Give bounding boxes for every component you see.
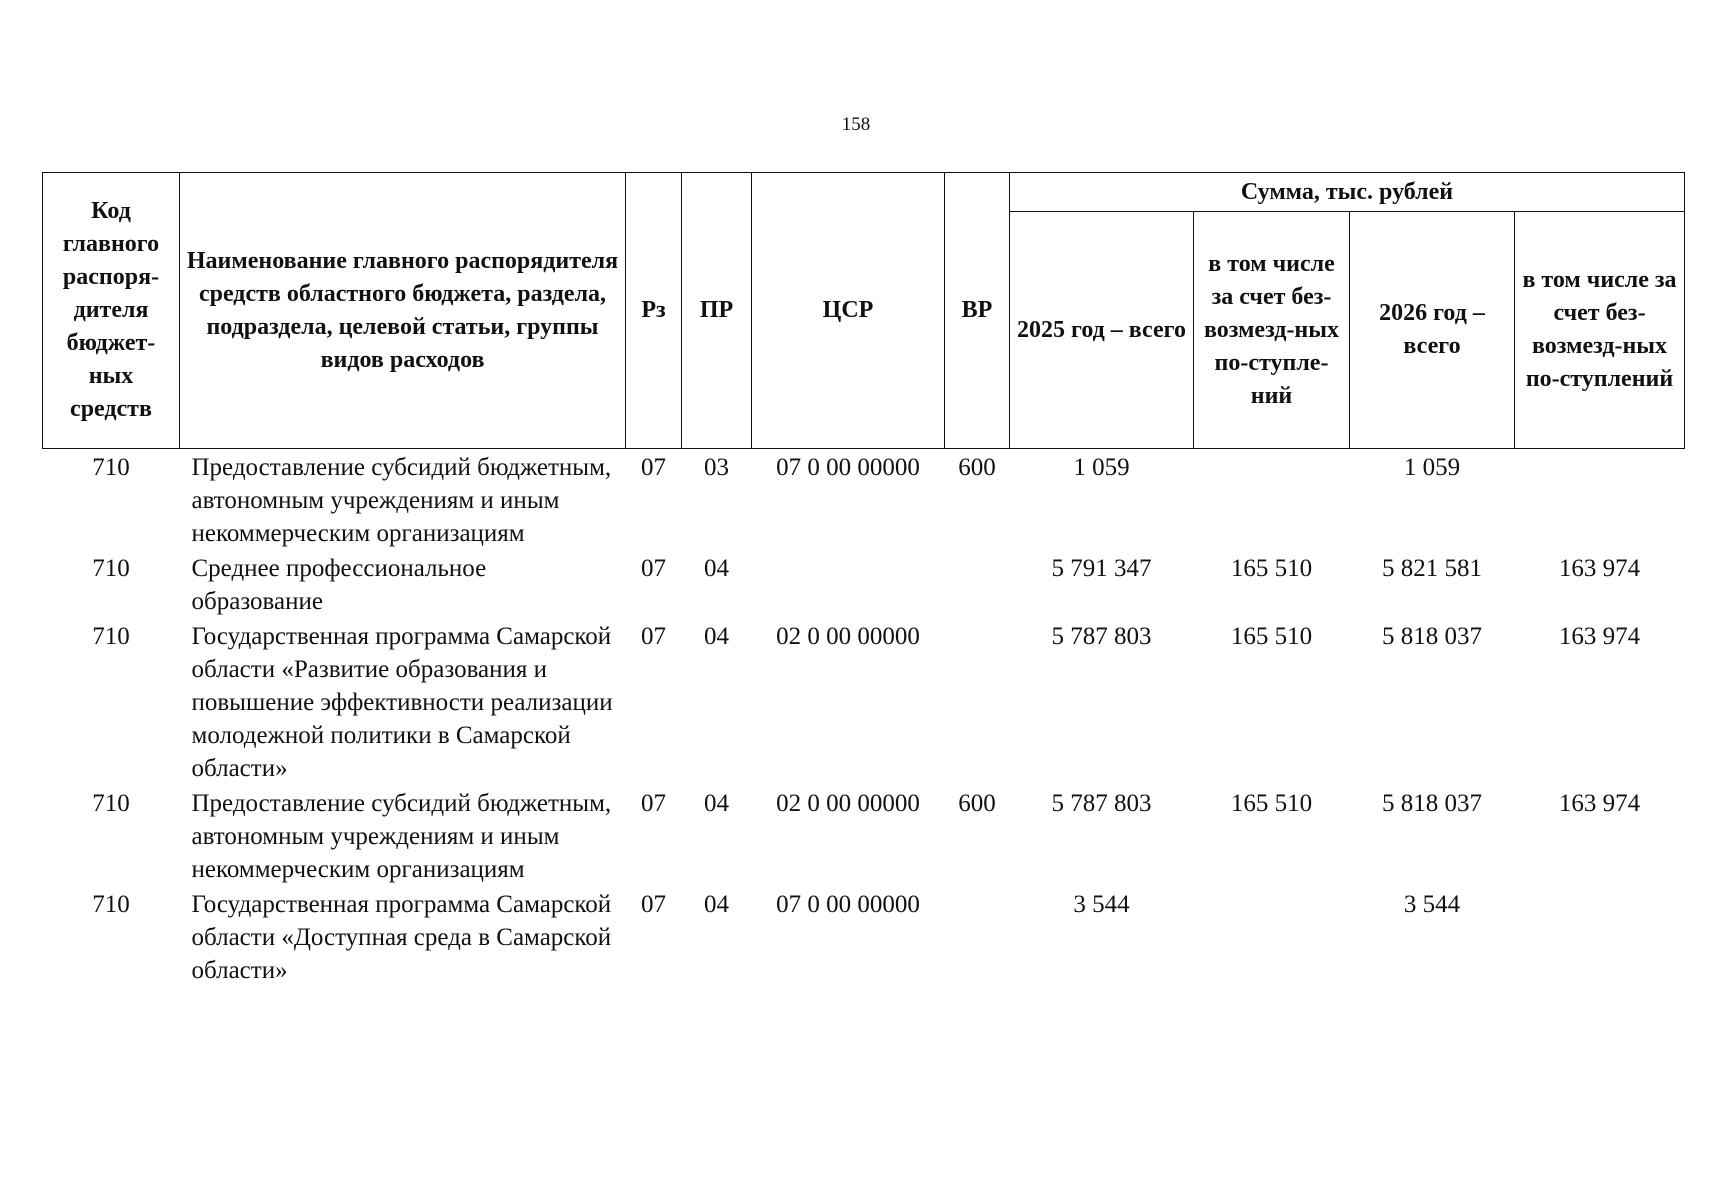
cell-name: Предоставление субсидий бюджетным, автономным учреждениям и иным некоммерческим организациям: [191, 790, 612, 883]
table-row: [43, 785, 1685, 886]
cell-code: 710: [92, 623, 130, 650]
cell-2025-grants: 165 510: [1230, 623, 1313, 650]
cell-2026-grants: [1515, 886, 1685, 987]
cell-rz: 07: [641, 623, 666, 650]
cell-2026-total: 5 818 037: [1382, 790, 1482, 817]
header-2025-total: 2025 год – всего: [1010, 212, 1194, 449]
cell-csr: [752, 550, 945, 618]
header-rz: Рз: [626, 173, 682, 449]
table-row: [43, 449, 1685, 551]
page-number: 158: [841, 114, 871, 135]
cell-rz: 07: [641, 790, 666, 817]
header-2026-total: 2026 год – всего: [1350, 212, 1515, 449]
cell-code: 710: [92, 454, 130, 481]
header-name: Наименование главного распорядителя средств областного бюджета, раздела, подраздела, целевой статьи, группы видов расходов: [180, 173, 626, 449]
cell-pr: 04: [704, 623, 729, 650]
table-body: [43, 449, 1685, 988]
header-vr: ВР: [945, 173, 1010, 449]
cell-code: 710: [92, 891, 130, 918]
header-pr: ПР: [682, 173, 752, 449]
cell-pr: 04: [704, 891, 729, 918]
header-2026-grants: в том числе за счет без-возмезд-ных по-ступлений: [1515, 212, 1685, 449]
cell-2026-total: 5 821 581: [1382, 555, 1482, 582]
cell-rz: 07: [641, 454, 666, 481]
cell-rz: 07: [641, 891, 666, 918]
cell-csr: 07 0 00 00000: [776, 891, 920, 918]
cell-name: Государственная программа Самарской области «Развитие образования и повышение эффективности реализации молодежной политики в Самарской области»: [191, 623, 613, 782]
cell-pr: 03: [704, 454, 729, 481]
cell-2025-total: 3 544: [1073, 891, 1130, 918]
cell-rz: 07: [641, 555, 666, 582]
cell-vr: 600: [958, 454, 996, 481]
cell-vr: [945, 886, 1010, 987]
cell-name: Государственная программа Самарской области «Доступная среда в Самарской области»: [191, 891, 612, 984]
header-code: Код главного распоря-дителя бюджет-ных средств: [43, 173, 180, 449]
cell-2025-grants: 165 510: [1230, 790, 1313, 817]
cell-2025-total: 5 787 803: [1051, 623, 1152, 650]
budget-table-container: [42, 172, 1684, 987]
budget-table: [42, 172, 1685, 987]
table-row: [43, 618, 1685, 785]
cell-code: 710: [92, 790, 130, 817]
cell-2025-grants: [1194, 886, 1350, 987]
cell-2026-grants: [1515, 449, 1685, 551]
cell-pr: 04: [704, 790, 729, 817]
cell-vr: [945, 618, 1010, 785]
table-row: [43, 886, 1685, 987]
cell-2025-total: 1 059: [1073, 454, 1130, 481]
cell-2025-grants: [1194, 449, 1350, 551]
cell-csr: 07 0 00 00000: [776, 454, 920, 481]
cell-2026-grants: 163 974: [1558, 555, 1641, 582]
cell-csr: 02 0 00 00000: [776, 623, 920, 650]
cell-2026-grants: 163 974: [1558, 623, 1641, 650]
cell-2026-grants: 163 974: [1558, 790, 1641, 817]
header-sum: Сумма, тыс. рублей: [1010, 173, 1685, 212]
cell-2026-total: 5 818 037: [1382, 623, 1482, 650]
cell-vr: [945, 550, 1010, 618]
cell-2025-total: 5 787 803: [1051, 790, 1152, 817]
header-csr: ЦСР: [752, 173, 945, 449]
cell-2026-total: 1 059: [1403, 454, 1461, 481]
cell-vr: 600: [958, 790, 996, 817]
table-row: [43, 550, 1685, 618]
cell-2025-grants: 165 510: [1230, 555, 1313, 582]
table-header: [43, 173, 1685, 449]
cell-name: Среднее профессиональное образование: [191, 555, 487, 615]
cell-pr: 04: [704, 555, 729, 582]
cell-csr: 02 0 00 00000: [776, 790, 920, 817]
cell-2026-total: 3 544: [1403, 891, 1461, 918]
cell-code: 710: [92, 555, 130, 582]
header-2025-grants: в том числе за счет без-возмезд-ных по-ступле-ний: [1194, 212, 1350, 449]
cell-2025-total: 5 791 347: [1051, 555, 1152, 582]
cell-name: Предоставление субсидий бюджетным, автономным учреждениям и иным некоммерческим организациям: [191, 454, 612, 547]
